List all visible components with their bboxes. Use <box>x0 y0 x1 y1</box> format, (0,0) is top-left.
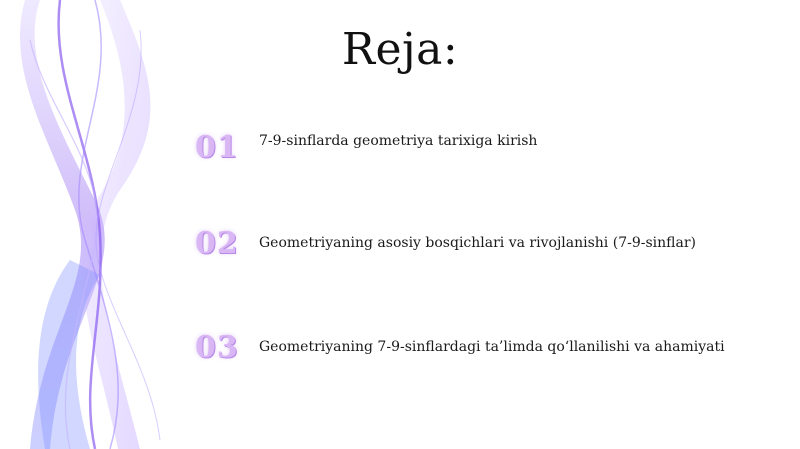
agenda-item <box>195 122 775 172</box>
agenda-item-number: 02 <box>195 225 239 261</box>
agenda-item <box>195 322 775 372</box>
agenda-item-number: 01 <box>195 129 239 165</box>
agenda-item <box>195 218 775 268</box>
agenda-item-text: Geometriyaning 7-9-sinflardagi ta’limda qo‘llanilishi va ahamiyati <box>259 339 725 355</box>
decorative-ribbon <box>0 0 220 449</box>
agenda-item-text: 7-9-sinflarda geometriya tarixiga kirish <box>259 133 538 149</box>
agenda-item-text: Geometriyaning asosiy bosqichlari va rivojlanishi (7-9-sinflar) <box>259 235 696 251</box>
agenda-item-number: 03 <box>195 329 239 365</box>
slide-title: Reja: <box>341 24 459 75</box>
